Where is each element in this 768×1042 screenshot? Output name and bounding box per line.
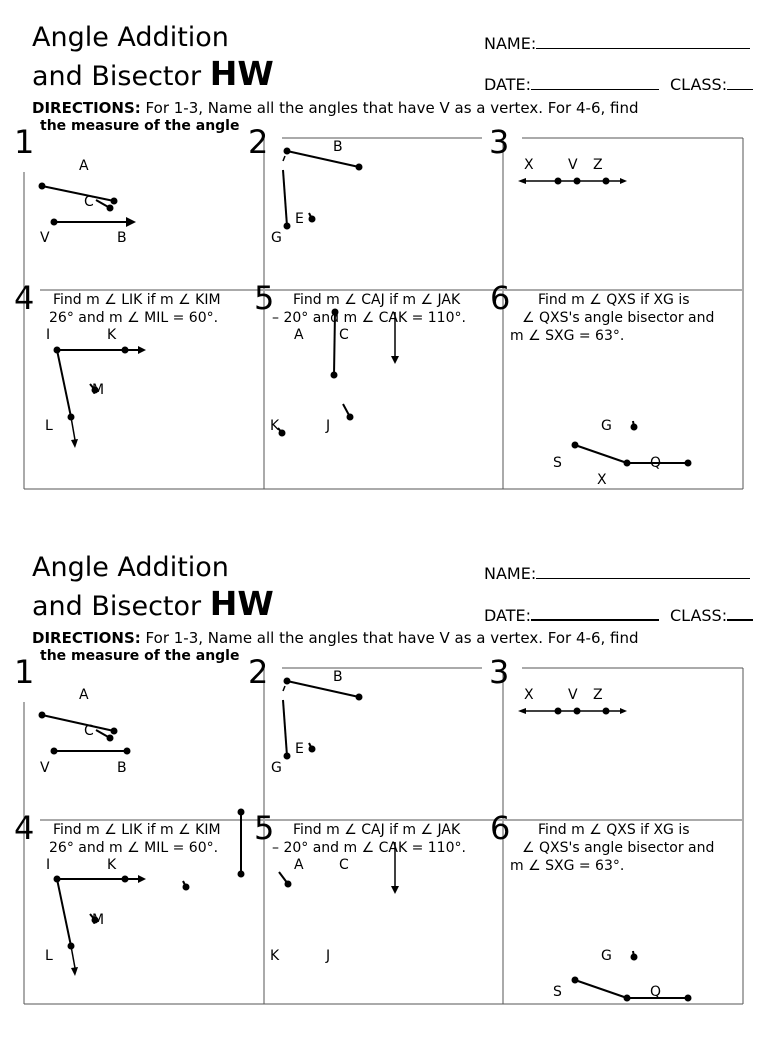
- label-p2-B: B: [333, 139, 343, 155]
- problem5-line1: Find m ∠ CAJ if m ∠ JAK: [293, 822, 461, 838]
- problem-number-2: 2: [248, 653, 269, 691]
- title-hw: HW: [209, 584, 274, 623]
- label-p1-A: A: [79, 158, 89, 174]
- problem6-text: [510, 821, 740, 875]
- problem6-line1: Find m ∠ QXS if XG is: [538, 822, 690, 838]
- label-p3-Z: Z: [593, 687, 603, 703]
- label-p1-A: A: [79, 687, 89, 703]
- label-p5-A: A: [294, 327, 304, 343]
- problem-number-1: 1: [14, 123, 35, 161]
- label-p1-B: B: [117, 760, 127, 776]
- problem-number-4: 4: [14, 809, 35, 847]
- worksheet-title-line1: Angle Addition: [32, 22, 229, 53]
- problem-grid: [0, 0, 768, 512]
- problem6-line3: m ∠ SXG = 63°.: [510, 328, 625, 344]
- problem-number-5: 5: [254, 809, 275, 847]
- label-p4-L: L: [45, 418, 53, 434]
- label-p2-G: G: [271, 760, 282, 776]
- problem-number-3: 3: [489, 123, 510, 161]
- label-p3-X: X: [524, 687, 534, 703]
- label-p3-V: V: [568, 687, 578, 703]
- name-label: NAME:: [484, 564, 537, 583]
- problem4-line1: Find m ∠ LIK if m ∠ KIM: [53, 822, 221, 838]
- label-p5-K: K: [270, 948, 280, 964]
- label-p1-V: V: [40, 760, 50, 776]
- label-p4-K: K: [107, 327, 117, 343]
- label-p5-J: J: [326, 418, 331, 434]
- title-hw: HW: [209, 54, 274, 93]
- date-label: DATE:: [484, 75, 532, 94]
- date-label: DATE:: [484, 606, 532, 625]
- title-text: and Bisector: [32, 61, 202, 92]
- label-p5-C: C: [339, 857, 349, 873]
- label-p3-Z: Z: [593, 157, 603, 173]
- problem4-line2: 26° and m ∠ MIL = 60°.: [49, 310, 219, 326]
- problem6-text: [510, 291, 740, 345]
- class-label: CLASS:: [670, 75, 728, 94]
- problem-number-6: 6: [490, 279, 511, 317]
- problem-number-3: 3: [489, 653, 510, 691]
- label-p2-B: B: [333, 669, 343, 685]
- label-p3-X: X: [524, 157, 534, 173]
- label-p1-B: B: [117, 230, 127, 246]
- problem-number-1: 1: [14, 653, 35, 691]
- problem3-figure: [518, 708, 627, 715]
- problem-number-4: 4: [14, 279, 35, 317]
- label-p1-V: V: [40, 230, 50, 246]
- problem-number-6: 6: [490, 809, 511, 847]
- worksheet-copy-1: [0, 0, 768, 512]
- label-p1-C: C: [84, 194, 94, 210]
- directions-line2: the measure of the angle: [40, 118, 240, 134]
- label-p4-I: I: [46, 327, 51, 343]
- label-p5-A: A: [294, 857, 304, 873]
- label-p4-L: L: [45, 948, 53, 964]
- label-p4-M: M: [92, 912, 105, 928]
- problem5-line1: Find m ∠ CAJ if m ∠ JAK: [293, 292, 461, 308]
- label-p2-G: G: [271, 230, 282, 246]
- label-p5-K: K: [270, 418, 280, 434]
- directions-text: For 1-3, Name all the angles that have V as a vertex. For 4-6, find: [145, 99, 639, 117]
- problem5-line2: – 20° and m ∠ CAK = 110°.: [272, 310, 466, 326]
- problem4-line2: 26° and m ∠ MIL = 60°.: [49, 840, 219, 856]
- label-p5-C: C: [339, 327, 349, 343]
- label-p3-V: V: [568, 157, 578, 173]
- label-p5-J: J: [326, 948, 331, 964]
- directions-label: DIRECTIONS:: [32, 99, 141, 117]
- problem6-line3: m ∠ SXG = 63°.: [510, 858, 625, 874]
- directions-text: For 1-3, Name all the angles that have V as a vertex. For 4-6, find: [145, 629, 639, 647]
- name-label: NAME:: [484, 34, 537, 53]
- worksheet-copy-2: [0, 530, 768, 1042]
- directions-line2: the measure of the angle: [40, 648, 240, 664]
- label-p6-Q: Q: [650, 984, 662, 1000]
- worksheet-title-line1: Angle Addition: [32, 552, 229, 583]
- class-label: CLASS:: [670, 606, 728, 625]
- problem3-figure: [518, 178, 627, 185]
- problem5-line2: – 20° and m ∠ CAK = 110°.: [272, 840, 466, 856]
- directions-label: DIRECTIONS:: [32, 629, 141, 647]
- label-p2-E: E: [295, 741, 304, 757]
- problem-number-5: 5: [254, 279, 275, 317]
- problem6-figure: [572, 418, 692, 467]
- problem-number-2: 2: [248, 123, 269, 161]
- label-p6-Q: Q: [650, 455, 662, 471]
- problem4-text: [45, 291, 244, 327]
- problem4-line1: Find m ∠ LIK if m ∠ KIM: [53, 292, 221, 308]
- problem6-line2: ∠ QXS's angle bisector and: [522, 310, 715, 326]
- label-p6-G: G: [601, 948, 612, 964]
- problem5-text: [272, 821, 482, 857]
- label-p4-M: M: [92, 382, 105, 398]
- label-p6-X: X: [597, 472, 607, 488]
- label-p4-I: I: [46, 857, 51, 873]
- title-text: and Bisector: [32, 591, 202, 622]
- problem6-line2: ∠ QXS's angle bisector and: [522, 840, 715, 856]
- problem6-figure: [572, 948, 692, 1002]
- label-p2-E: E: [295, 211, 304, 227]
- label-p6-G: G: [601, 418, 612, 434]
- problem4-text: [45, 821, 238, 857]
- label-p6-S: S: [553, 984, 562, 1000]
- problem6-line1: Find m ∠ QXS if XG is: [538, 292, 690, 308]
- label-p4-K: K: [107, 857, 117, 873]
- label-p1-C: C: [84, 723, 94, 739]
- problem-grid: [0, 530, 768, 1042]
- problem5-text: [272, 291, 482, 327]
- label-p6-S: S: [553, 455, 562, 471]
